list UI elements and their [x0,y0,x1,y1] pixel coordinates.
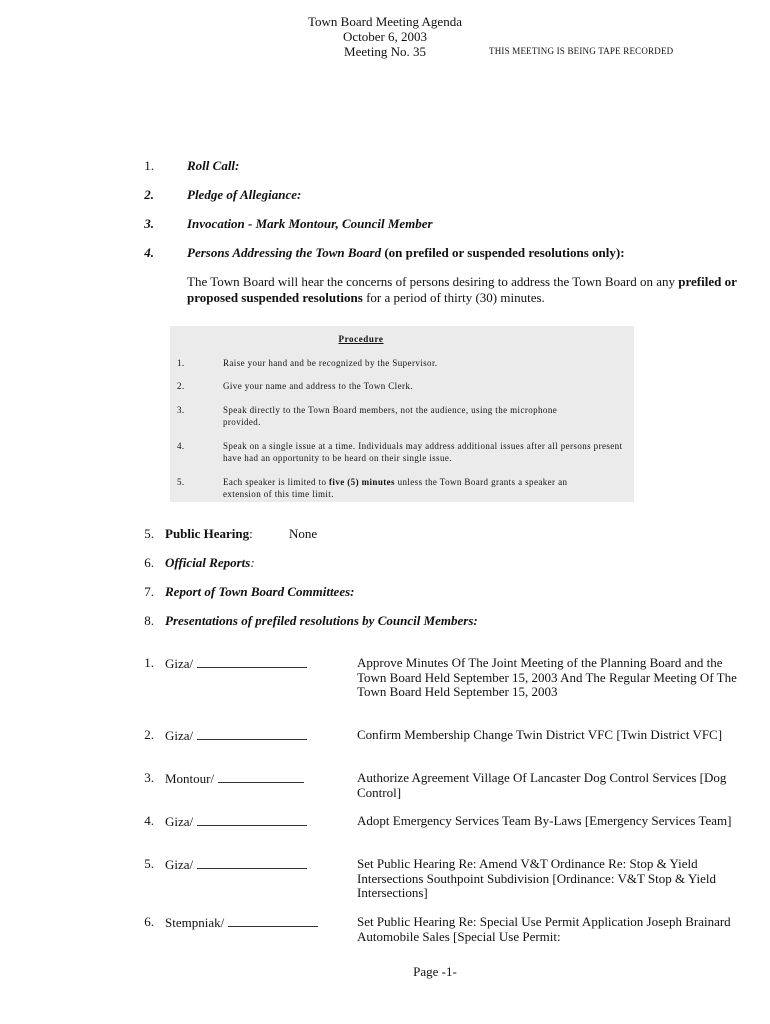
signature-blank [197,814,307,826]
page-number: Page -1- [413,964,457,979]
signature-blank [197,656,307,668]
agenda-title: Town Board Meeting Agenda [308,14,462,29]
tape-recorded-note: THIS MEETING IS BEING TAPE RECORDED [489,46,674,56]
signature-blank [218,771,304,783]
public-hearing-value: None [289,526,318,541]
signature-blank [197,728,307,740]
procedure-box: Procedure 1. Raise your hand and be recognized by the Supervisor. 2. Give your name and address to the Town Clerk. 3. Speak directly to the Town Board members, not the audience, using the microphone provided. 4. Speak on a single issue at a time. Individuals may address additional issues after all persons present have had an opportunity to be heard on their single issue. 5. Each speaker is limited to five (5) minutes unless the Town Board grants a speaker an extension of this time limit. [170,326,634,502]
meeting-date: October 6, 2003 [342,29,428,44]
procedure-title: Procedure [338,334,384,344]
signature-blank [228,915,318,927]
meeting-number: Meeting No. 35 [344,44,426,59]
signature-blank [197,857,307,869]
intro-paragraph: The Town Board will hear the concerns of persons desiring to address the Town Board on any prefiled or proposed suspended resolutions for a period of thirty (30) minutes. [187,274,737,305]
